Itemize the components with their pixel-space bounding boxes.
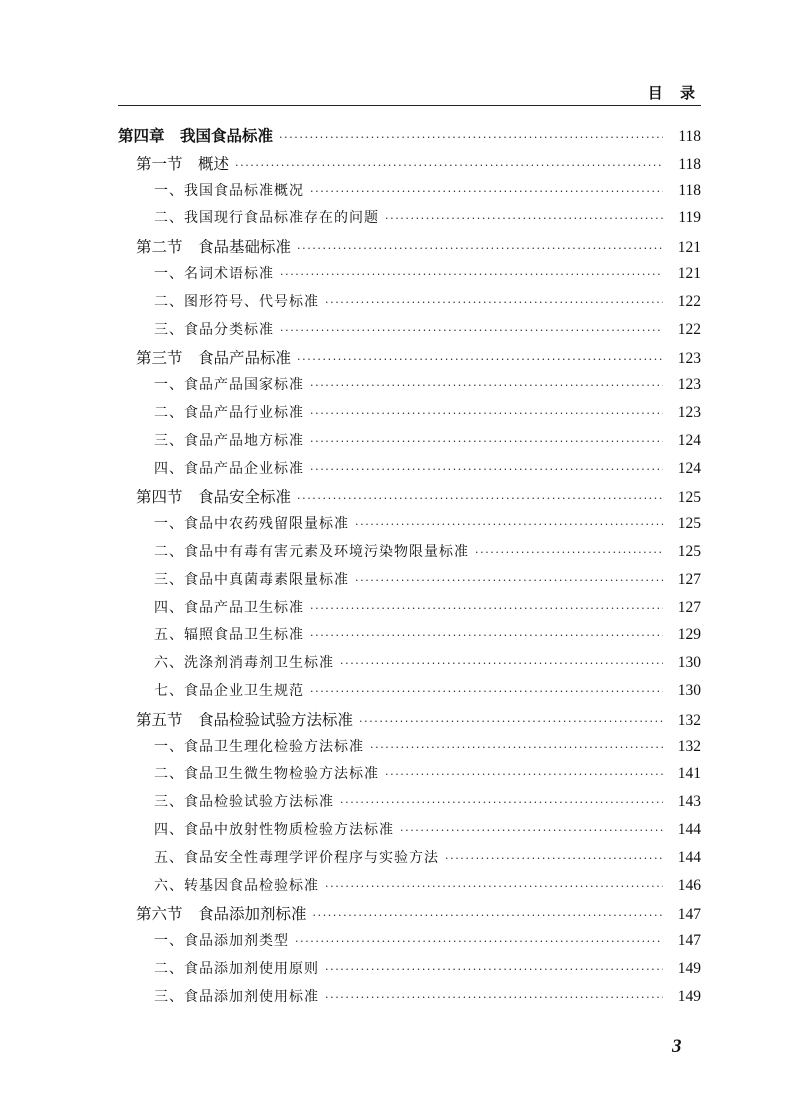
toc-entry-title: 二、食品卫生微生物检验方法标准	[154, 766, 379, 783]
toc-item-row[interactable]	[118, 430, 701, 458]
toc-chapter-row[interactable]	[118, 124, 701, 152]
toc-entry-title: 二、图形符号、代号标准	[154, 293, 319, 310]
toc-section-row[interactable]	[118, 346, 701, 374]
toc-page-number: 147	[677, 906, 701, 924]
toc-page-number: 122	[677, 292, 701, 310]
toc-item-row[interactable]	[118, 875, 701, 903]
toc-item-row[interactable]	[118, 263, 701, 291]
toc-item-row[interactable]	[118, 986, 701, 1014]
running-header	[118, 80, 701, 104]
toc-item-row[interactable]	[118, 763, 701, 791]
toc-entry-title: 三、食品添加剂使用标准	[154, 988, 319, 1005]
toc-item-row[interactable]	[118, 569, 701, 597]
toc-item-row[interactable]	[118, 458, 701, 486]
toc-page-number: 118	[678, 128, 701, 145]
toc-page-number: 143	[677, 793, 701, 811]
dot-leader	[400, 824, 663, 837]
toc-page-number: 147	[677, 932, 701, 950]
toc-item-row[interactable]	[118, 541, 701, 569]
toc-page-number: 130	[677, 681, 701, 699]
toc-page-number: 132	[677, 711, 701, 729]
dot-leader	[297, 242, 663, 255]
dot-leader	[297, 492, 663, 505]
toc-item-row[interactable]	[118, 819, 701, 847]
toc-page-number: 121	[677, 239, 701, 257]
toc-section-row[interactable]	[118, 708, 701, 736]
toc-item-row[interactable]	[118, 624, 701, 652]
toc-entry-title: 三、食品检验试验方法标准	[154, 794, 334, 811]
toc-entry-title: 第一节 概述	[136, 154, 230, 173]
dot-leader	[280, 324, 663, 337]
toc-entry-title: 第五节 食品检验试验方法标准	[136, 710, 354, 729]
toc-page-number: 127	[677, 570, 701, 588]
toc-page-number: 121	[677, 264, 701, 282]
toc-section-row[interactable]	[118, 902, 701, 930]
toc-item-row[interactable]	[118, 958, 701, 986]
dot-leader	[280, 268, 663, 281]
toc-entry-title: 七、食品企业卫生规范	[154, 682, 304, 699]
toc-page-number: 129	[677, 626, 701, 644]
toc-page-number: 123	[677, 376, 701, 394]
toc-page-number: 118	[678, 181, 701, 199]
toc-entry-title: 五、辐照食品卫生标准	[154, 627, 304, 644]
toc-entry-title: 一、食品产品国家标准	[154, 377, 304, 394]
toc-entry-title: 一、食品添加剂类型	[154, 933, 289, 950]
toc-entry-title: 三、食品分类标准	[154, 321, 274, 338]
toc-page-number: 130	[677, 654, 701, 672]
dot-leader	[340, 657, 663, 670]
dot-leader	[385, 768, 663, 781]
toc-page-number: 124	[677, 431, 701, 449]
toc-entry-title: 第二节 食品基础标准	[136, 238, 292, 257]
toc-page-number: 146	[677, 876, 701, 894]
toc-page-number: 125	[677, 542, 701, 560]
toc-page-number: 123	[677, 403, 701, 421]
dot-leader	[359, 715, 663, 728]
dot-leader	[325, 991, 663, 1004]
dot-leader	[310, 602, 663, 615]
toc-entry-title: 二、食品中有毒有害元素及环境污染物限量标准	[154, 543, 469, 560]
toc-page-number: 141	[677, 765, 701, 783]
toc-entry-title: 三、食品中真菌毒素限量标准	[154, 571, 349, 588]
toc-section-row[interactable]	[118, 152, 701, 180]
toc-entry-title: 第六节 食品添加剂标准	[136, 905, 307, 924]
toc-page-number: 144	[677, 820, 701, 838]
toc-page-number: 118	[678, 155, 701, 173]
toc-page-number: 149	[677, 959, 701, 977]
header-title: 目 录	[647, 84, 701, 102]
table-of-contents	[118, 124, 701, 1014]
toc-entry-title: 第四章 我国食品标准	[118, 127, 274, 145]
toc-entry-title: 五、食品安全性毒理学评价程序与实验方法	[154, 849, 439, 866]
toc-item-row[interactable]	[118, 597, 701, 625]
header-rule	[118, 105, 701, 106]
dot-leader	[355, 518, 663, 531]
toc-entry-title: 四、食品产品卫生标准	[154, 599, 304, 616]
dot-leader	[313, 909, 663, 922]
toc-item-row[interactable]	[118, 652, 701, 680]
toc-section-row[interactable]	[118, 235, 701, 263]
dot-leader	[295, 935, 663, 948]
toc-item-row[interactable]	[118, 319, 701, 347]
toc-item-row[interactable]	[118, 291, 701, 319]
toc-page-number: 123	[677, 350, 701, 368]
dot-leader	[310, 185, 663, 198]
toc-entry-title: 六、洗涤剂消毒剂卫生标准	[154, 655, 334, 672]
dot-leader	[340, 796, 663, 809]
toc-entry-title: 三、食品产品地方标准	[154, 432, 304, 449]
toc-entry-title: 六、转基因食品检验标准	[154, 877, 319, 894]
dot-leader	[325, 963, 663, 976]
toc-item-row[interactable]	[118, 374, 701, 402]
toc-item-row[interactable]	[118, 207, 701, 235]
toc-page-number: 132	[677, 737, 701, 755]
dot-leader	[370, 741, 663, 754]
toc-entry-title: 二、我国现行食品标准存在的问题	[154, 210, 379, 227]
toc-item-row[interactable]	[118, 513, 701, 541]
dot-leader	[445, 852, 663, 865]
dot-leader	[355, 574, 663, 587]
dot-leader	[310, 463, 663, 476]
toc-section-row[interactable]	[118, 485, 701, 513]
toc-item-row[interactable]	[118, 736, 701, 764]
toc-page-number: 149	[677, 987, 701, 1005]
toc-entry-title: 四、食品中放射性物质检验方法标准	[154, 821, 394, 838]
page-number: 3	[672, 1036, 682, 1057]
toc-page-number: 127	[677, 598, 701, 616]
dot-leader	[385, 212, 663, 225]
toc-page-number: 125	[677, 515, 701, 533]
dot-leader	[325, 880, 663, 893]
toc-item-row[interactable]	[118, 847, 701, 875]
toc-item-row[interactable]	[118, 930, 701, 958]
toc-page-number: 119	[678, 209, 701, 227]
toc-item-row[interactable]	[118, 402, 701, 430]
toc-item-row[interactable]	[118, 791, 701, 819]
toc-page-number: 122	[677, 320, 701, 338]
toc-page-number: 124	[677, 459, 701, 477]
toc-entry-title: 一、食品中农药残留限量标准	[154, 516, 349, 533]
dot-leader	[310, 435, 663, 448]
toc-entry-title: 一、名词术语标准	[154, 265, 274, 282]
dot-leader	[310, 629, 663, 642]
dot-leader	[279, 131, 663, 144]
dot-leader	[325, 296, 663, 309]
toc-entry-title: 第三节 食品产品标准	[136, 349, 292, 368]
dot-leader	[310, 407, 663, 420]
dot-leader	[310, 685, 663, 698]
dot-leader	[310, 379, 663, 392]
dot-leader	[235, 159, 663, 172]
toc-item-row[interactable]	[118, 180, 701, 208]
toc-entry-title: 二、食品产品行业标准	[154, 404, 304, 421]
toc-entry-title: 第四节 食品安全标准	[136, 488, 292, 507]
dot-leader	[475, 546, 663, 559]
toc-entry-title: 一、我国食品标准概况	[154, 182, 304, 199]
toc-page-number: 144	[677, 848, 701, 866]
toc-entry-title: 四、食品产品企业标准	[154, 460, 304, 477]
toc-entry-title: 一、食品卫生理化检验方法标准	[154, 738, 364, 755]
dot-leader	[297, 353, 663, 366]
toc-item-row[interactable]	[118, 680, 701, 708]
toc-entry-title: 二、食品添加剂使用原则	[154, 960, 319, 977]
toc-page-number: 125	[677, 489, 701, 507]
